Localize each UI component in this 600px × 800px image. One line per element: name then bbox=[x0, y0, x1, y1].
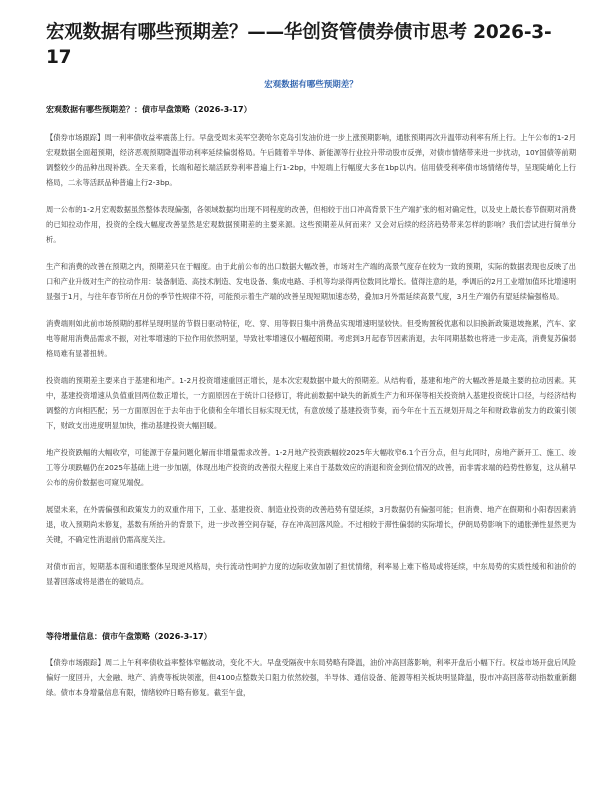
paragraph-midday-tracking: 【债券市场跟踪】周二上午利率债收益率整体窄幅波动，变化不大。早盘受隔夜中东局势略有降温，油价冲高回落影响，利率开盘后小幅下行。权益市场开盘后风险偏好一度回升，大金融、地产、消费等板块领涨，但4100点整数关口阻力依然较强，半导体、通信设备、能源等相关板块明显降温，股市冲高回落带动指数重新翻绿。债市本身增量信息有限，情绪较昨日略有修复。截至午盘， bbox=[46, 658, 576, 697]
section-heading-midday: 等待增量信息：债市午盘策略（2026-3-17） bbox=[46, 632, 212, 641]
paragraph-real-estate: 地产投资跌幅的大幅收窄，可能源于存量问题化解而非增量需求改善。1-2月地产投资跌幅较2025年大幅收窄6.1个百分点，但与此同时，房地产新开工、施工、竣工等分项跌幅仍在2025年基础上进一步加剧，体现出地产投资的改善很大程度上来自于基数效应的消退和资金到位情况的改善，而非需求端的趋势性修复，这从稍早公布的房价数据也可窥见端倪。 bbox=[46, 448, 576, 487]
paragraph-investment: 投资端的预期差主要来自于基建和地产。1-2月投资增速重回正增长，是本次宏观数据中最大的预期差。从结构看，基建和地产的大幅改善是最主要的拉动因素。其中，基建投资增速从负值重回两位数正增长，一方面原因在于统计口径修订，将此前数据中缺失的新质生产力和环保等相关投资纳入基建投资统计口径，与经济结构调整的方向相匹配；另一方面原因在于去年由于化债和全年增长目标实现无忧，有意放缓了基建投资节奏，而今年在十五五规划开局之年和财政靠前发力的政策引领下，财政支出进度明显加快，推动基建投资大幅回暖。 bbox=[46, 376, 576, 430]
paragraph-consumption: 消费端则如此前市场预期的那样呈现明显的节假日驱动特征，吃、穿、用等假日集中消费品实现增速明显较快。但受购置税优惠和以旧换新政策退坡拖累，汽车、家电等耐用消费品需求不振，对社零增速的下拉作用依然明显，导致社零增速仅小幅超预期。考虑到3月起春节因素消退，去年同期基数也将进一步走高，消费复苏偏弱格局难有显著扭转。 bbox=[46, 319, 577, 358]
section-heading-morning: 宏观数据有哪些预期差？：债市早盘策略（2026-3-17） bbox=[46, 105, 252, 114]
paragraph-market-tracking: 【债券市场跟踪】周一利率债收益率震荡上行。早盘受周末美军空袭哈尔克岛引发油价进一步上涨预期影响，通胀预期再次升温带动利率有所上行。上午公布的1-2月宏观数据全面超预期，经济恶观预期降温带动利率延续偏弱格局。午后随着半导体、新能源等行业拉升带动股市反弹，对债市情绪带来进一步扰动，10Y国债等前期调整较少的品种出现补跌。全天来看，长端和超长端活跃券利率普遍上行1-2bp，中短端上行幅度大多在1bp以内。信用债受利率债市场情绪传导，呈现陡峭化上行格局，二永等活跃品种普遍上行2-3bp。 bbox=[46, 133, 576, 187]
paragraph-production-consumption: 生产和消费的改善在预期之内，预期差只在于幅度。由于此前公布的出口数据大幅改善，市场对生产端的高景气度存在较为一致的预期，实际的数据表现也反映了出口和产业升级对生产的拉动作用：装备制造、高技术制造、发电设备、集成电路、手机等均录得两位数同比增长。值得注意的是，季调后的2月工业增加值环比增速明显强于1月，与往年春节所在月份的季节性规律不符，可能预示着生产端的改善呈现短期加速态势，叠加3月外需延续高景气度，3月生产端仍有望延续偏强格局。 bbox=[46, 262, 577, 301]
page-title: 宏观数据有哪些预期差？——华创资管债券债市思考 2026-3-17 bbox=[46, 22, 552, 68]
paragraph-bond-view: 对债市而言，短期基本面和通胀整体呈现逆风格局，央行流动性呵护力度的边际收敛加剧了担忧情绪，利率易上难下格局或将延续，中东局势的实质性缓和和油价的显著回落或将是潜在的破局点。 bbox=[46, 562, 576, 586]
subtitle-link[interactable]: 宏观数据有哪些预期差？ bbox=[264, 80, 358, 90]
paragraph-intro: 周一公布的1-2月宏观数据虽然整体表现偏强，各领域数据均出现不同程度的改善，但相较于出口冲高背景下生产端扩张的相对确定性，以及史上最长春节假期对消费的已知拉动作用，投资的全线大幅度改善显然是宏观数据预期差的主要来源。这些预期差从何而来？又会对后续的经济趋势带来怎样的影响？我们尝试进行简单分析。 bbox=[46, 205, 576, 244]
paragraph-outlook: 展望未来，在外需偏强和政策发力的双重作用下，工业、基建投资、制造业投资的改善趋势有望延续，3月数据仍有偏强可能；但消费、地产在假期和小阳春因素消退，收入预期尚未修复，基数有所抬升的背景下，进一步改善空间存疑，存在冲高回落风险。不过相较于滞性偏弱的实际增长，伊朗局势影响下的通胀弹性显然更为关键，不确定性消退前仍需高度关注。 bbox=[46, 505, 576, 544]
